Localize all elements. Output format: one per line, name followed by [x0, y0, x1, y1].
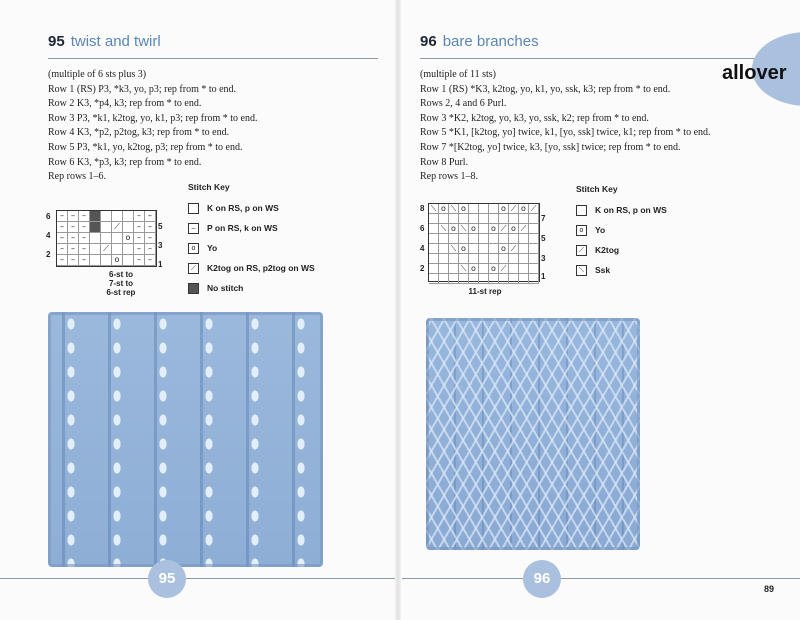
- chart-cell: ⟍: [429, 204, 439, 214]
- chart-cell: –: [57, 211, 68, 222]
- chart-cell: [469, 204, 479, 214]
- chart-cell: [429, 244, 439, 254]
- chart-cell: [489, 204, 499, 214]
- chart-cell: [499, 234, 509, 244]
- chart-cell: ⟋: [509, 244, 519, 254]
- yo-circle-icon: o: [188, 243, 199, 254]
- instruction-row: Row 5 P3, *k1, yo, k2tog, p3; rep from * to end.: [48, 141, 243, 153]
- pattern-name: bare branches: [442, 33, 539, 50]
- chart-cell: [479, 224, 489, 234]
- key-item: ⟍ Ssk: [576, 260, 667, 280]
- footer-rule-right: [402, 578, 800, 579]
- chart-cell: o: [112, 255, 123, 266]
- key-item: ⟋ K2tog on RS, p2tog on WS: [188, 258, 315, 278]
- chart-cell: [90, 244, 101, 255]
- chart-cell: ⟋: [509, 204, 519, 214]
- chart-cell: [439, 214, 449, 224]
- key-item: K on RS, p on WS: [188, 198, 315, 218]
- chart-cell: ⟋: [499, 264, 509, 274]
- chart-cell: [519, 234, 529, 244]
- chart-cell: o: [499, 204, 509, 214]
- chart-cell: –: [134, 244, 145, 255]
- chart-cell: [519, 214, 529, 224]
- row-number: 4: [46, 231, 51, 240]
- chart-cell: [529, 244, 539, 254]
- chart-cell: o: [469, 264, 479, 274]
- instruction-row: Row 1 (RS) *K3, k2tog, yo, k1, yo, ssk, k3; rep from * to end.: [420, 83, 671, 95]
- k2tog-slash-icon: ⟋: [188, 263, 199, 274]
- chart-cell: –: [57, 222, 68, 233]
- chart-cell: –: [134, 222, 145, 233]
- book-spine: [395, 0, 401, 620]
- header-rule-right: [420, 58, 760, 59]
- stitch-key-96: [576, 184, 667, 280]
- chart-cell: –: [57, 244, 68, 255]
- row-number: 8: [420, 204, 425, 213]
- footer-rule-left: [0, 578, 395, 579]
- chart-cell: [529, 214, 539, 224]
- stitch-key-95: [188, 182, 315, 298]
- key-title: Stitch Key: [576, 184, 618, 194]
- instruction-row: Row 1 (RS) P3, *k3, yo, p3; rep from * to end.: [48, 83, 237, 95]
- chart-cell: [519, 274, 529, 284]
- instruction-row: Row 6 K3, *p3, k3; rep from * to end.: [48, 156, 202, 168]
- chart-cell: o: [509, 224, 519, 234]
- row-number: 1: [158, 260, 163, 269]
- k2tog-slash-icon: ⟋: [576, 245, 587, 256]
- chart-cell: –: [79, 244, 90, 255]
- row-number: 6: [420, 224, 425, 233]
- chart-cell: ⟋: [529, 204, 539, 214]
- chart-cell: –: [68, 211, 79, 222]
- instruction-row: Rows 2, 4 and 6 Purl.: [420, 98, 507, 110]
- chart-cell: [479, 274, 489, 284]
- chart-cell: [439, 254, 449, 264]
- chart-cell: [429, 214, 439, 224]
- chart-cell: [469, 234, 479, 244]
- chart-cell: [429, 274, 439, 284]
- chart-cell: [479, 234, 489, 244]
- chart-cell: [499, 254, 509, 264]
- chart-cell: [529, 234, 539, 244]
- row-number: 2: [46, 250, 51, 259]
- chart-cell: [101, 233, 112, 244]
- chart-cell: [112, 233, 123, 244]
- chart-cell: ⟍: [449, 244, 459, 254]
- chart-cell: [429, 264, 439, 274]
- chart-cell: [469, 214, 479, 224]
- chart-cell: [529, 224, 539, 234]
- instructions-96: [420, 68, 711, 185]
- row-number: 5: [541, 234, 546, 243]
- chart-cell: [519, 254, 529, 264]
- chart-cell: [459, 254, 469, 264]
- swatch-photo-96: [426, 318, 640, 550]
- instruction-row: Row 4 K3, *p2, p2tog, k3; rep from * to end.: [48, 127, 230, 139]
- chart-cell: [489, 214, 499, 224]
- chart-cell: o: [123, 233, 134, 244]
- ssk-backslash-icon: ⟍: [576, 265, 587, 276]
- instruction-row: Row 5 *K1, [k2tog, yo] twice, k1, [yo, ssk] twice, k1; rep from * to end.: [420, 127, 711, 139]
- chart-cell: [429, 234, 439, 244]
- swatch-photo-95: [48, 312, 323, 567]
- chart-cell: [489, 234, 499, 244]
- instruction-row: Row 8 Purl.: [420, 156, 469, 168]
- row-number: 5: [158, 222, 163, 231]
- chart-cell: [90, 222, 101, 233]
- chart-cell: o: [469, 224, 479, 234]
- chart-cell: [489, 244, 499, 254]
- chart-cell: [90, 233, 101, 244]
- chart-cell: o: [439, 204, 449, 214]
- chart-cell: –: [134, 233, 145, 244]
- row-number: 7: [541, 214, 546, 223]
- chart-cell: [529, 274, 539, 284]
- pattern-95-heading: [48, 33, 161, 51]
- chart-cell: –: [145, 222, 156, 233]
- chart-cell: ⟋: [519, 224, 529, 234]
- chart-cell: –: [68, 255, 79, 266]
- chart-cell: [439, 244, 449, 254]
- chart-cell: [479, 264, 489, 274]
- row-number: 6: [46, 212, 51, 221]
- chart-cell: –: [145, 255, 156, 266]
- chart-cell: –: [134, 255, 145, 266]
- chart-cell: [449, 234, 459, 244]
- chart-cell: –: [68, 233, 79, 244]
- chart-cell: [489, 254, 499, 264]
- chart-cell: [519, 264, 529, 274]
- chart-cell: ⟍: [459, 264, 469, 274]
- chart-cell: ⟍: [459, 224, 469, 234]
- chart-repeat-label: 6-st to 7-st to 6-st rep: [106, 270, 136, 297]
- chart-cell: ⟋: [101, 244, 112, 255]
- chart-cell: [459, 234, 469, 244]
- yo-circle-icon: o: [576, 225, 587, 236]
- chart-cell: [429, 254, 439, 264]
- page-number: 89: [764, 584, 775, 594]
- chart-cell: [123, 255, 134, 266]
- chart-cell: –: [79, 222, 90, 233]
- chart-cell: o: [449, 224, 459, 234]
- chart-cell: ⟍: [449, 204, 459, 214]
- key-item: – P on RS, k on WS: [188, 218, 315, 238]
- chart-cell: [101, 255, 112, 266]
- instruction-row: Row 2 K3, *p4, k3; rep from * to end.: [48, 98, 202, 110]
- chart-cell: o: [459, 204, 469, 214]
- chart-cell: [439, 234, 449, 244]
- chart-cell: [112, 211, 123, 222]
- chart-cell: [509, 274, 519, 284]
- chart-cell: o: [499, 244, 509, 254]
- chart-cell: [449, 214, 459, 224]
- row-number: 1: [541, 272, 546, 281]
- row-number: 4: [420, 244, 425, 253]
- key-item: ⟋ K2tog: [576, 240, 667, 260]
- chart-cell: ⟍: [439, 224, 449, 234]
- chart-cell: [429, 224, 439, 234]
- chart-cell: o: [519, 204, 529, 214]
- chart-cell: [529, 254, 539, 264]
- chart-cell: [123, 244, 134, 255]
- chart-96: [428, 203, 540, 282]
- pattern-name: twist and twirl: [70, 33, 161, 50]
- chart-cell: [489, 274, 499, 284]
- chart-cell: –: [68, 244, 79, 255]
- chart-cell: [101, 211, 112, 222]
- row-number: 3: [158, 241, 163, 250]
- pattern-number: 96: [420, 33, 437, 50]
- chart-cell: [509, 234, 519, 244]
- chart-cell: [509, 254, 519, 264]
- chart-cell: [529, 264, 539, 274]
- repeat-note: Rep rows 1–8.: [420, 171, 479, 183]
- row-number: 3: [541, 254, 546, 263]
- chart-cell: [469, 254, 479, 264]
- chart-cell: [469, 274, 479, 284]
- empty-box-icon: [188, 203, 199, 214]
- instruction-row: Row 3 P3, *k1, k2tog, yo, k1, p3; rep from * to end.: [48, 112, 258, 124]
- chart-cell: [459, 214, 469, 224]
- chart-cell: –: [134, 211, 145, 222]
- chart-cell: [112, 244, 123, 255]
- chart-cell: –: [145, 211, 156, 222]
- row-number: 2: [420, 264, 425, 273]
- swatch-number-badge: 96: [523, 560, 561, 598]
- chart-cell: [479, 214, 489, 224]
- instruction-row: Row 3 *K2, k2tog, yo, k3, yo, ssk, k2; rep from * to end.: [420, 112, 649, 124]
- chart-cell: [101, 222, 112, 233]
- chart-cell: [479, 244, 489, 254]
- chart-cell: –: [68, 222, 79, 233]
- section-tab-label: allover: [722, 62, 787, 84]
- chart-cell: –: [145, 233, 156, 244]
- swatch-number-badge: 95: [148, 560, 186, 598]
- chart-cell: –: [145, 244, 156, 255]
- chart-cell: [90, 211, 101, 222]
- chart-cell: [439, 264, 449, 274]
- key-item: K on RS, p on WS: [576, 200, 667, 220]
- chart-cell: [479, 204, 489, 214]
- chart-cell: o: [459, 244, 469, 254]
- key-title: Stitch Key: [188, 182, 230, 192]
- pattern-96-heading: [420, 33, 539, 51]
- chart-cell: –: [79, 211, 90, 222]
- filled-box-icon: [188, 283, 199, 294]
- header-rule-left: [48, 58, 378, 59]
- chart-cell: [449, 264, 459, 274]
- chart-repeat-label: 11-st rep: [468, 287, 502, 296]
- chart-cell: [449, 254, 459, 264]
- chart-cell: [459, 274, 469, 284]
- multiple-note: (multiple of 11 sts): [420, 69, 497, 80]
- dash-box-icon: –: [188, 223, 199, 234]
- instructions-95: [48, 68, 257, 185]
- chart-cell: –: [57, 255, 68, 266]
- chart-cell: [479, 254, 489, 264]
- chart-cell: [123, 222, 134, 233]
- chart-cell: –: [79, 255, 90, 266]
- chart-cell: [469, 244, 479, 254]
- chart-cell: o: [489, 224, 499, 234]
- key-item: o Yo: [576, 220, 667, 240]
- key-item: o Yo: [188, 238, 315, 258]
- chart-cell: [499, 274, 509, 284]
- key-item: No stitch: [188, 278, 315, 298]
- multiple-note: (multiple of 6 sts plus 3): [48, 69, 147, 80]
- chart-cell: [449, 274, 459, 284]
- chart-cell: [519, 244, 529, 254]
- chart-cell: –: [79, 233, 90, 244]
- chart-cell: [123, 211, 134, 222]
- chart-cell: ⟋: [499, 224, 509, 234]
- chart-cell: o: [489, 264, 499, 274]
- empty-box-icon: [576, 205, 587, 216]
- repeat-note: Rep rows 1–6.: [48, 171, 107, 183]
- chart-95: [56, 210, 157, 267]
- chart-cell: ⟋: [112, 222, 123, 233]
- instruction-row: Row 7 *[K2tog, yo] twice, k3, [yo, ssk] twice; rep from * to end.: [420, 141, 681, 153]
- pattern-number: 95: [48, 33, 65, 50]
- chart-cell: [90, 255, 101, 266]
- chart-cell: –: [57, 233, 68, 244]
- chart-cell: [509, 264, 519, 274]
- chart-cell: [509, 214, 519, 224]
- chart-cell: [499, 214, 509, 224]
- chart-cell: [439, 274, 449, 284]
